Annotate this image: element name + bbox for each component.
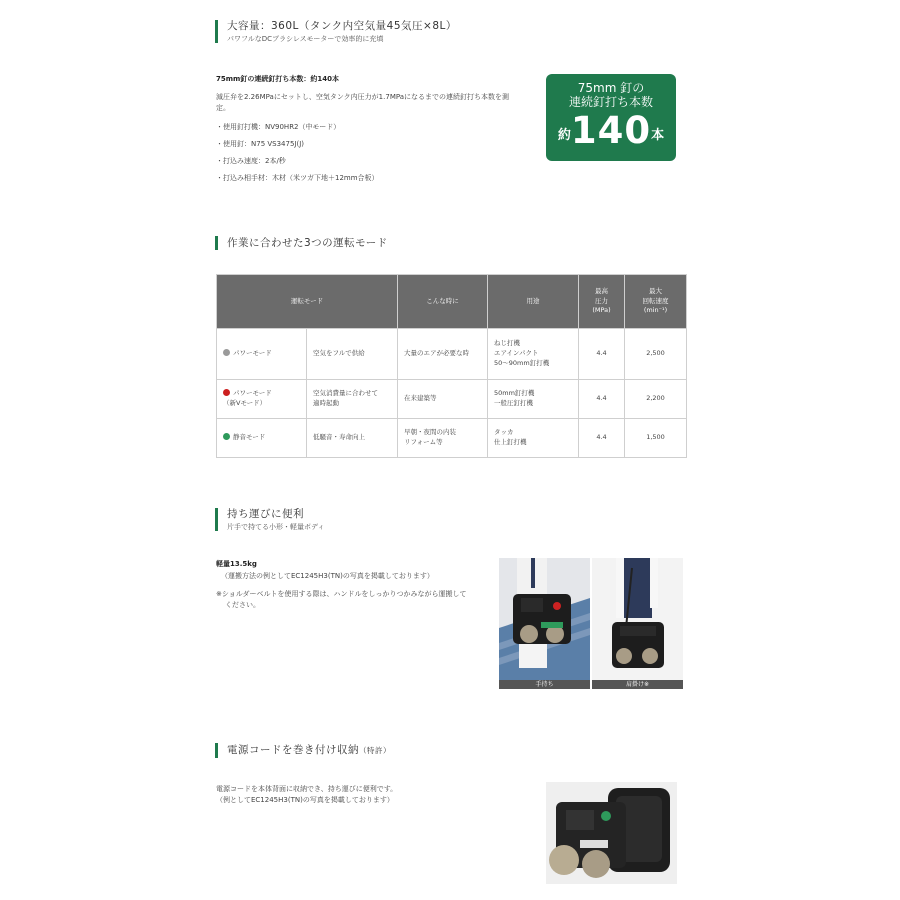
capacity-section-header <box>215 20 457 43</box>
nail-count-badge <box>546 74 676 161</box>
header-speed-2: 回転速度 <box>642 296 669 305</box>
mode-name-cell <box>217 380 307 419</box>
badge-count <box>546 108 676 152</box>
modes-section-header <box>215 236 388 250</box>
capacity-title: 大容量：360L（タンク内空気量45気圧×8L） <box>227 20 457 32</box>
cord-section-header <box>215 743 391 758</box>
nailing-desc-line2: 定。 <box>216 103 230 112</box>
table-row <box>217 329 687 380</box>
mode-name: パワーモード <box>233 389 272 398</box>
mode-name: 静音モード <box>233 433 266 442</box>
mode-pressure: 4.4 <box>579 380 625 419</box>
table-row <box>217 380 687 419</box>
nailing-bullet: ・使用釘：N75 VS3475J(J) <box>216 140 305 148</box>
mode-use-cell <box>488 329 579 380</box>
mode-when-cell <box>398 329 488 380</box>
mode-speed: 1,500 <box>625 419 687 458</box>
mode-when-cell <box>398 380 488 419</box>
modes-title: 作業に合わせた3つの運転モード <box>227 237 388 249</box>
mode-feature-cell <box>307 419 398 458</box>
shoulder-carry-caption: 肩掛け※ <box>592 680 683 689</box>
mode-speed: 2,200 <box>625 380 687 419</box>
portable-weight: 軽量13.5kg <box>216 560 257 568</box>
nailing-desc-line1: 減圧弁を2.26MPaにセットし、空気タンク内圧力が1.7MPaになるまでの連続釘打ち本数を測 <box>216 93 510 101</box>
header-pressure-2: 圧力 <box>595 296 608 305</box>
mode-when: 早朝・夜間の内装 <box>404 428 456 437</box>
shoulder-carry-photo <box>592 558 683 689</box>
shoulder-carry-illustration <box>592 558 683 689</box>
header-pressure-3: (MPa) <box>592 306 611 315</box>
mode-name-cell <box>217 329 307 380</box>
badge-prefix: 約 <box>557 127 571 143</box>
mode-when-cell <box>398 419 488 458</box>
nailing-bullet: ・打込み相手材：木材（米ツガ下地＋12mm合板） <box>216 174 379 182</box>
header-speed-3: (min⁻¹) <box>643 306 668 315</box>
cord-title-row <box>227 743 391 758</box>
mode-name-cell <box>217 419 307 458</box>
cord-title: 電源コードを巻き付け収納 <box>227 744 359 756</box>
mode-use: 一般圧釘打機 <box>494 399 533 407</box>
portable-caution-line1: ※ショルダーベルトを使用する際は、ハンドルをしっかりつかみながら運搬して <box>216 590 467 598</box>
table-header-row <box>217 275 687 329</box>
badge-suffix: 本 <box>651 127 665 143</box>
nailing-bullet: ・使用釘打機：NV90HR2（中モード） <box>216 123 341 131</box>
mode-feature: 空気消費量に合わせて <box>313 389 378 398</box>
badge-line1: 75mm 釘の <box>577 81 645 95</box>
mode-feature: 適時起動 <box>313 399 339 407</box>
mode-when: 在来建築等 <box>404 394 437 403</box>
capacity-subtitle: パワフルなDCブラシレスモーターで効率的に充填 <box>227 34 384 43</box>
mode-when: リフォーム等 <box>404 438 443 446</box>
modes-table <box>216 274 687 458</box>
mode-feature-cell <box>307 329 398 380</box>
cord-description <box>216 784 397 806</box>
nailing-heading: 75mm釘の連続釘打ち本数：約140本 <box>216 75 339 83</box>
badge-line2: 連続釘打ち本数 <box>568 95 653 110</box>
portable-subtitle: 片手で持てる小形・軽量ボディ <box>227 522 325 531</box>
mode-when: 大量のエアが必要な時 <box>404 349 469 358</box>
mode-color-dot <box>223 349 230 356</box>
nailing-description <box>216 92 509 114</box>
header-speed-1: 最大 <box>649 286 662 295</box>
portable-caution-line2: ください。 <box>225 600 260 609</box>
mode-feature: 空気をフルで供給 <box>313 349 365 358</box>
mode-use: タッカ <box>494 428 514 437</box>
header-mode: 運転モード <box>217 275 398 329</box>
mode-feature-cell <box>307 380 398 419</box>
portable-caution <box>216 589 466 611</box>
header-pressure-1: 最高 <box>595 286 608 295</box>
header-pressure <box>579 275 625 329</box>
cord-storage-photo <box>546 782 677 884</box>
portable-note: （運搬方法の例としてEC1245H3(TN)の写真を掲載しております） <box>221 572 434 580</box>
nailing-bullet: ・打込み速度：2本/秒 <box>216 157 286 165</box>
header-speed <box>625 275 687 329</box>
mode-use: ねじ打機 <box>494 339 520 348</box>
portable-title: 持ち運びに便利 <box>227 508 304 520</box>
mode-name-sub: （新Vモード） <box>223 399 267 407</box>
cord-desc-line1: 電源コードを本体背面に収納でき、持ち運びに便利です。 <box>216 785 398 793</box>
portable-section-header <box>215 508 324 531</box>
hand-carry-illustration <box>499 558 590 689</box>
mode-use-cell <box>488 419 579 458</box>
mode-use: 50mm釘打機 <box>494 389 535 398</box>
hand-carry-caption: 手持ち <box>499 680 590 689</box>
mode-speed: 2,500 <box>625 329 687 380</box>
mode-use: エアインパクト <box>494 349 539 358</box>
mode-use: 仕上釘打機 <box>494 438 527 446</box>
cord-desc-line2: （例としてEC1245H3(TN)の写真を掲載しております） <box>216 795 394 804</box>
mode-feature: 低騒音・寿命向上 <box>313 433 365 442</box>
mode-color-dot <box>223 433 230 440</box>
mode-name: パワーモード <box>233 349 272 358</box>
table-row <box>217 419 687 458</box>
mode-pressure: 4.4 <box>579 329 625 380</box>
header-when: こんな時に <box>398 275 488 329</box>
badge-number: 140 <box>570 108 652 152</box>
cord-tag: （特許） <box>359 746 391 755</box>
mode-color-dot <box>223 389 230 396</box>
mode-use: 50～90mm釘打機 <box>494 358 550 367</box>
compressor-illustration <box>546 782 677 884</box>
mode-pressure: 4.4 <box>579 419 625 458</box>
mode-use-cell <box>488 380 579 419</box>
header-use: 用途 <box>488 275 579 329</box>
hand-carry-photo <box>499 558 590 689</box>
